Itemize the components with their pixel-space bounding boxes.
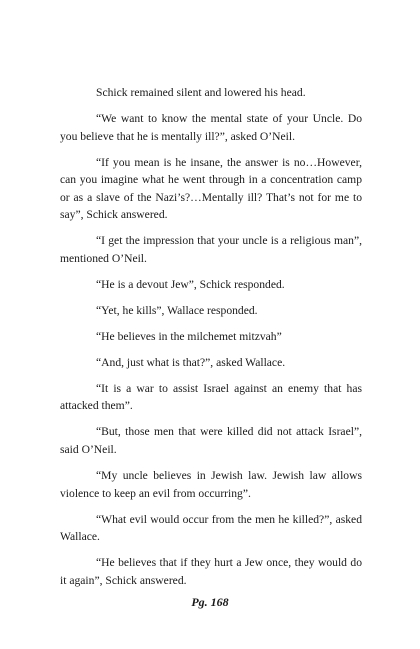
paragraph: “He believes that if they hurt a Jew once, they would do it again”, Schick answered.	[60, 556, 362, 587]
paragraph: Schick remained silent and lowered his head.	[96, 86, 306, 99]
paragraph: “And, just what is that?”, asked Wallace.	[96, 355, 286, 369]
paragraph: “What evil would occur from the men he killed?”, asked Wallace.	[60, 512, 362, 544]
paragraph: “He believes in the milchemet mitzvah”	[96, 329, 282, 343]
paragraph: “We want to know the mental state of your Uncle. Do you believe that he is mentally ill?”, asked O’Neil.	[60, 111, 362, 143]
paragraph: “He is a devout Jew”, Schick responded.	[96, 277, 285, 291]
paragraph: “Yet, he kills”, Wallace responded.	[96, 303, 258, 317]
paragraph: “I get the impression that your uncle is a religious man”, mentioned O’Neil.	[60, 234, 362, 265]
paragraph: “But, those men that were killed did not attack Israel”, said O’Neil.	[60, 425, 362, 457]
body-text	[60, 84, 362, 598]
page-number: Pg. 168	[191, 595, 229, 609]
paragraph: “It is a war to assist Israel against an enemy that has attacked them”.	[60, 381, 362, 413]
paragraph: “If you mean is he insane, the answer is no…However, can you imagine what he went through in a concentration camp or as a slave of the Nazi’s?…Mentally ill? That’s not for me to say”, Schick answered.	[60, 155, 362, 222]
paragraph: “My uncle believes in Jewish law. Jewish law allows violence to keep an evil from occurring”.	[60, 469, 362, 500]
